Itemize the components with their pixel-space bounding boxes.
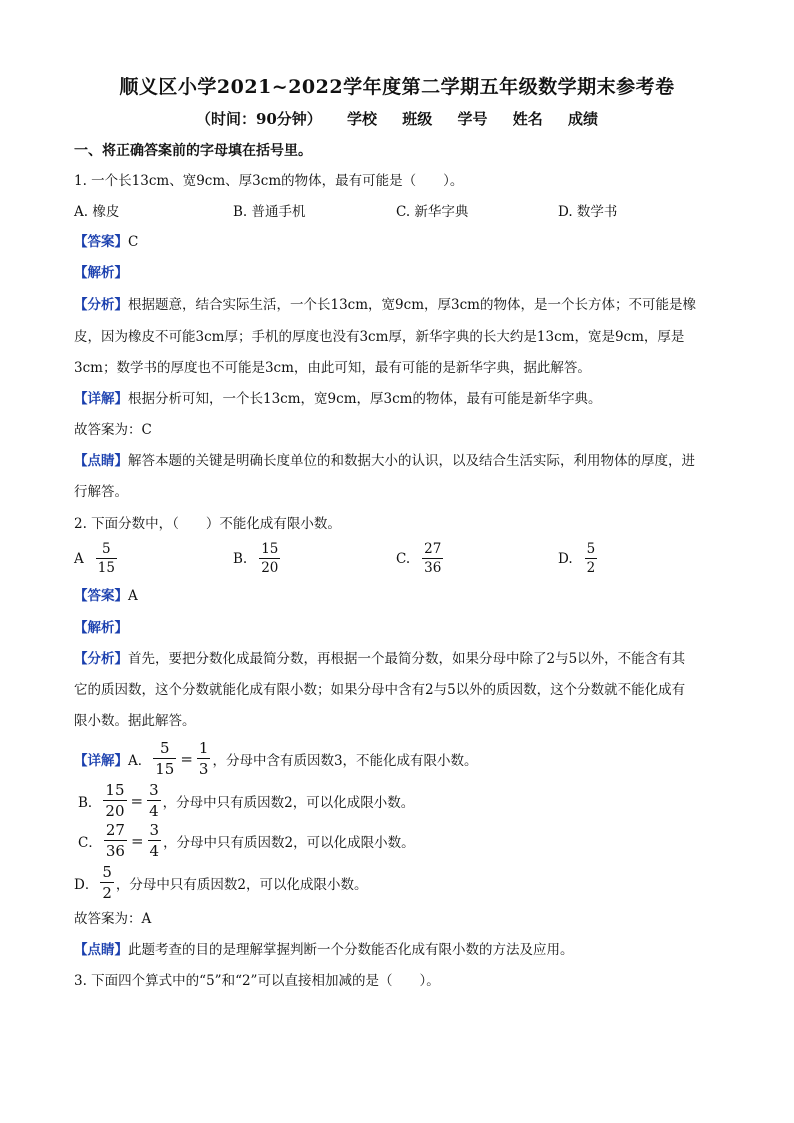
fraction [585, 540, 598, 577]
q1-dianjing-line-2: 行解答。 [74, 484, 128, 500]
option-letter: A [74, 550, 84, 567]
denominator: 20 [261, 560, 279, 576]
detail-prefix: B． [78, 794, 102, 811]
field-student-number: 学号 [457, 110, 488, 128]
fraction [259, 540, 280, 577]
question-3-stem: 3. 下面四个算式中的“5”和“2”可以直接相加减的是（ ）。 [74, 973, 440, 989]
fraction [96, 540, 117, 577]
q1-fenxi-line-3: 3cm；数学书的厚度也不可能是3cm，由此可知，最有可能的是新华字典，据此解答。 [74, 360, 591, 376]
q2-option-d [558, 540, 599, 577]
numerator: 5 [586, 541, 596, 557]
fraction [197, 738, 211, 779]
q1-option-b: B. 普通手机 [233, 204, 306, 220]
q2-option-c [396, 540, 445, 577]
dianjing-text: 解答本题的关键是明确长度单位的和数据大小的认识，以及结合生活实际，利用物体的厚度，进 [128, 453, 695, 469]
detail-text: ，分母中只有质因数2，可以化成限小数。 [163, 834, 415, 851]
q2-answer [74, 587, 138, 605]
question-2-stem: 2. 下面分数中，（ ）不能化成有限小数。 [74, 516, 341, 532]
detail-text: ，分母中只有质因数2，可以化成限小数。 [162, 794, 415, 811]
xiangjie-text: 根据分析可知，一个长13cm，宽9cm，厚3cm的物体，最有可能是新华字典。 [128, 391, 602, 407]
fenxi-text: 根据题意，结合实际生活，一个长13cm，宽9cm，厚3cm的物体，是一个长方体；不可能是橡 [128, 297, 696, 313]
denominator: 36 [105, 842, 125, 860]
exam-time: （时间：90分钟） [195, 110, 322, 128]
analysis-tag: 【解析】 [74, 265, 128, 281]
denominator: 36 [424, 560, 442, 576]
denominator: 20 [105, 802, 125, 820]
fraction [148, 820, 162, 861]
field-score: 成绩 [568, 110, 599, 128]
q1-xiangjie [74, 390, 601, 408]
field-school: 学校 [347, 110, 378, 128]
detail-prefix: A． [128, 752, 152, 769]
fraction [100, 862, 114, 903]
q2-fenxi-line-3: 限小数。据此解答。 [74, 713, 196, 729]
numerator: 27 [105, 821, 125, 839]
numerator: 3 [149, 821, 160, 839]
answer-value: A [128, 588, 138, 604]
denominator: 4 [149, 842, 160, 860]
xiangjie-tag: 【详解】 [74, 391, 128, 407]
denominator: 2 [586, 560, 596, 576]
q2-fenxi-line-2: 它的质因数，这个分数就能化成有限小数；如果分母中含有2与5以外的质因数，这个分数就不能化成有 [74, 682, 686, 698]
q2-dianjing [74, 941, 574, 959]
q2-detail-b [74, 780, 414, 821]
q2-detail-d [74, 862, 367, 903]
fraction [147, 780, 161, 821]
q1-fenxi-line-2: 皮，因为橡皮不可能3cm厚；手机的厚度也没有3cm厚，新华字典的长大约是13cm，宽是9cm，厚是 [74, 329, 685, 345]
q2-option-b [233, 540, 282, 577]
detail-prefix: C． [78, 834, 102, 851]
fraction [104, 820, 127, 861]
q2-option-a [74, 540, 119, 577]
option-letter: B. [233, 550, 248, 567]
numerator: 5 [96, 540, 117, 559]
numerator: 1 [198, 739, 209, 757]
question-1-stem: 1. 一个长13cm、宽9cm、厚3cm的物体，最有可能是（ ）。 [74, 173, 464, 189]
q1-option-c: C. 新华字典 [396, 204, 469, 220]
numerator: 5 [153, 738, 176, 759]
fenxi-text: 首先，要把分数化成最简分数，再根据一个最简分数，如果分母中除了2与5以外，不能含有其 [128, 651, 686, 667]
dianjing-tag: 【点睛】 [74, 453, 128, 469]
q2-detail-c [74, 820, 415, 861]
answer-value: C [128, 234, 139, 250]
q1-dianjing-line-1 [74, 452, 695, 470]
q1-answer [74, 233, 138, 251]
fraction [103, 780, 126, 821]
answer-tag: 【答案】 [74, 588, 128, 604]
q1-fenxi-line-1 [74, 296, 696, 314]
xiangjie-tag: 【详解】 [74, 752, 128, 769]
q2-fenxi-line-1 [74, 650, 685, 668]
numerator: 5 [102, 863, 112, 881]
fenxi-tag: 【分析】 [74, 297, 128, 313]
section-heading: 一、将正确答案前的字母填在括号里。 [74, 143, 312, 159]
detail-text: ，分母中含有质因数3，不能化成有限小数。 [212, 752, 478, 769]
analysis-tag: 【解析】 [74, 620, 128, 636]
option-letter: C. [396, 550, 411, 567]
equals-sign: = [130, 831, 144, 850]
exam-info-line [0, 108, 794, 129]
dianjing-text: 此题考查的目的是理解掌握判断一个分数能否化成有限小数的方法及应用。 [128, 942, 574, 958]
denominator: 15 [97, 560, 115, 576]
denominator: 3 [198, 760, 209, 778]
q2-final-answer: 故答案为：A [74, 911, 152, 927]
denominator: 15 [155, 760, 175, 778]
q1-analysis-heading [74, 264, 128, 282]
q2-analysis-heading [74, 619, 128, 637]
equals-sign: = [180, 749, 193, 768]
field-name: 姓名 [512, 110, 543, 128]
q1-option-a: A. 橡皮 [74, 204, 120, 220]
detail-text: ，分母中只有质因数2，可以化成限小数。 [115, 876, 368, 893]
fraction [422, 540, 443, 577]
option-letter: D. [558, 550, 573, 567]
numerator: 15 [261, 541, 279, 557]
q1-option-d: D. 数学书 [558, 204, 618, 220]
equals-sign: = [130, 791, 144, 810]
q1-final-answer: 故答案为：C [74, 422, 152, 438]
dianjing-tag: 【点睛】 [74, 942, 128, 958]
numerator: 27 [424, 541, 442, 557]
fenxi-tag: 【分析】 [74, 651, 128, 667]
denominator: 4 [149, 802, 159, 820]
page-title: 顺义区小学2021~2022学年度第二学期五年级数学期末参考卷 [119, 76, 675, 98]
fraction [153, 738, 176, 779]
detail-prefix: D． [74, 876, 99, 893]
numerator: 3 [149, 781, 159, 799]
denominator: 2 [102, 884, 112, 902]
numerator: 15 [105, 781, 125, 799]
q2-detail-a [74, 738, 478, 779]
answer-tag: 【答案】 [74, 234, 128, 250]
field-class: 班级 [402, 110, 433, 128]
